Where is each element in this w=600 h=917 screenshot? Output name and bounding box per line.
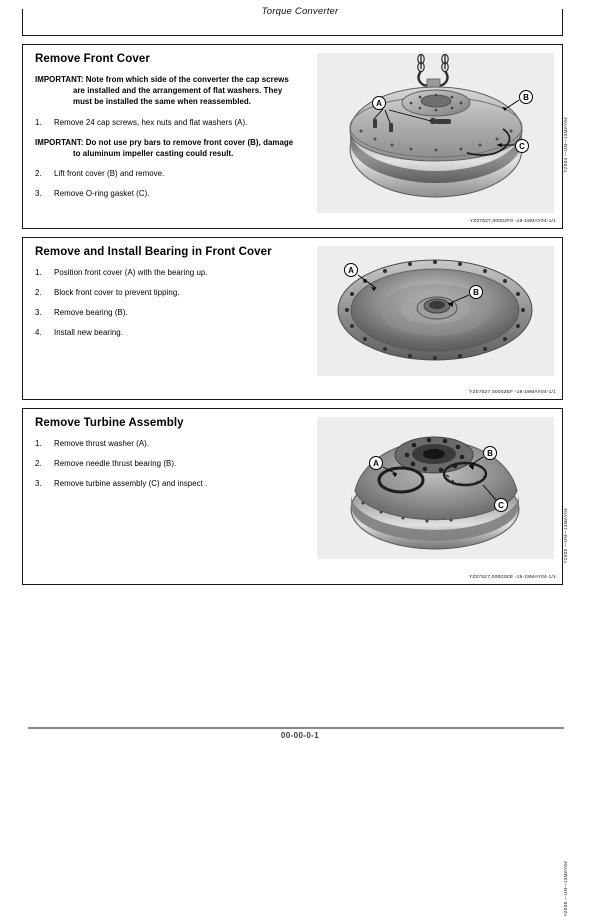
- section-1-step-1: [35, 117, 297, 128]
- svg-text:B: B: [487, 449, 493, 458]
- step-number: 1.: [35, 268, 42, 277]
- footer-rule: [28, 727, 564, 729]
- step-number: 1.: [35, 117, 42, 127]
- section-2-step-2: [35, 287, 297, 298]
- step-number: 1.: [35, 439, 42, 448]
- section-1-heading: Remove Front Cover: [35, 53, 150, 65]
- section-3-step-3: [35, 478, 297, 489]
- figure-3-caption: YZ07527,00002EE -19-19MAY04-1/1: [468, 575, 556, 580]
- svg-text:C: C: [498, 501, 504, 510]
- section-3-text-column: [35, 417, 297, 498]
- figure-2-caption: YZ07527,00002EF -19-19MAY04-1/1: [469, 390, 556, 395]
- page-footer-number: 00-00-0-1: [280, 731, 320, 739]
- svg-text:C: C: [519, 142, 525, 151]
- step-number: 2.: [35, 288, 42, 297]
- step-text: Remove needle thrust bearing (B).: [54, 459, 177, 468]
- section-1-important-note-1: IMPORTANT: Note from which side of the converter the cap screws are installed and the arrangement of flat washers. They must be installed the same when reassembled.: [35, 75, 289, 107]
- svg-text:A: A: [348, 266, 354, 275]
- svg-text:A: A: [376, 99, 382, 108]
- section-1-step-2: [35, 168, 297, 179]
- step-text: Block front cover to prevent tipping.: [54, 288, 180, 297]
- svg-text:B: B: [523, 93, 529, 102]
- section-2-step-1: [35, 267, 297, 278]
- step-text: Remove thrust washer (A).: [54, 439, 150, 448]
- step-text: Remove turbine assembly (C) and inspect .: [54, 479, 208, 488]
- step-number: 4.: [35, 328, 42, 337]
- section-2-step-3: [35, 307, 297, 318]
- section-3-step-2: [35, 458, 297, 469]
- step-text: Install new bearing.: [54, 328, 123, 337]
- step-number: 2.: [35, 169, 42, 179]
- step-text: Lift front cover (B) and remove.: [54, 169, 165, 179]
- figure-torque-converter-front-cover: [317, 53, 554, 213]
- figure-2-side-code: YZ505 —UN—13MAY04: [563, 508, 568, 564]
- section-1-step-3: [35, 188, 297, 199]
- section-1-text-column: [35, 53, 297, 208]
- step-number: 3.: [35, 479, 42, 488]
- section-3-step-1: [35, 438, 297, 449]
- figure-turbine-assembly: [317, 417, 554, 559]
- section-1-important-note-2: IMPORTANT: Do not use pry bars to remove front cover (B), damage to aluminum impeller casting could result.: [35, 137, 294, 158]
- svg-text:A: A: [373, 459, 379, 468]
- section-3-heading: Remove Turbine Assembly: [35, 417, 184, 429]
- step-number: 2.: [35, 459, 42, 468]
- figure-3-side-code: YZ506 —UN—13MAY04: [563, 861, 568, 917]
- step-text: Remove 24 cap screws, hex nuts and flat washers (A).: [54, 117, 248, 127]
- figure-front-cover-with-bearing: [317, 246, 554, 376]
- svg-text:B: B: [473, 288, 479, 297]
- section-2-step-4: [35, 327, 297, 338]
- page-header-title: Torque Converter: [261, 6, 339, 17]
- section-2-text-column: [35, 246, 297, 347]
- step-text: Remove O-ring gasket (C).: [54, 189, 150, 199]
- figure-1-side-code: YZ504 —UN—13MAY04: [563, 117, 568, 173]
- step-number: 3.: [35, 189, 42, 199]
- step-text: Position front cover (A) with the bearing up.: [54, 268, 208, 277]
- procedure-section-remove-front-cover: [22, 44, 568, 229]
- step-text: Remove bearing (B).: [54, 308, 128, 317]
- step-number: 3.: [35, 308, 42, 317]
- figure-1-caption: YZ07527,00002F0 -19-19MAY04-1/1: [469, 219, 556, 224]
- section-2-heading: Remove and Install Bearing in Front Cover: [35, 246, 272, 258]
